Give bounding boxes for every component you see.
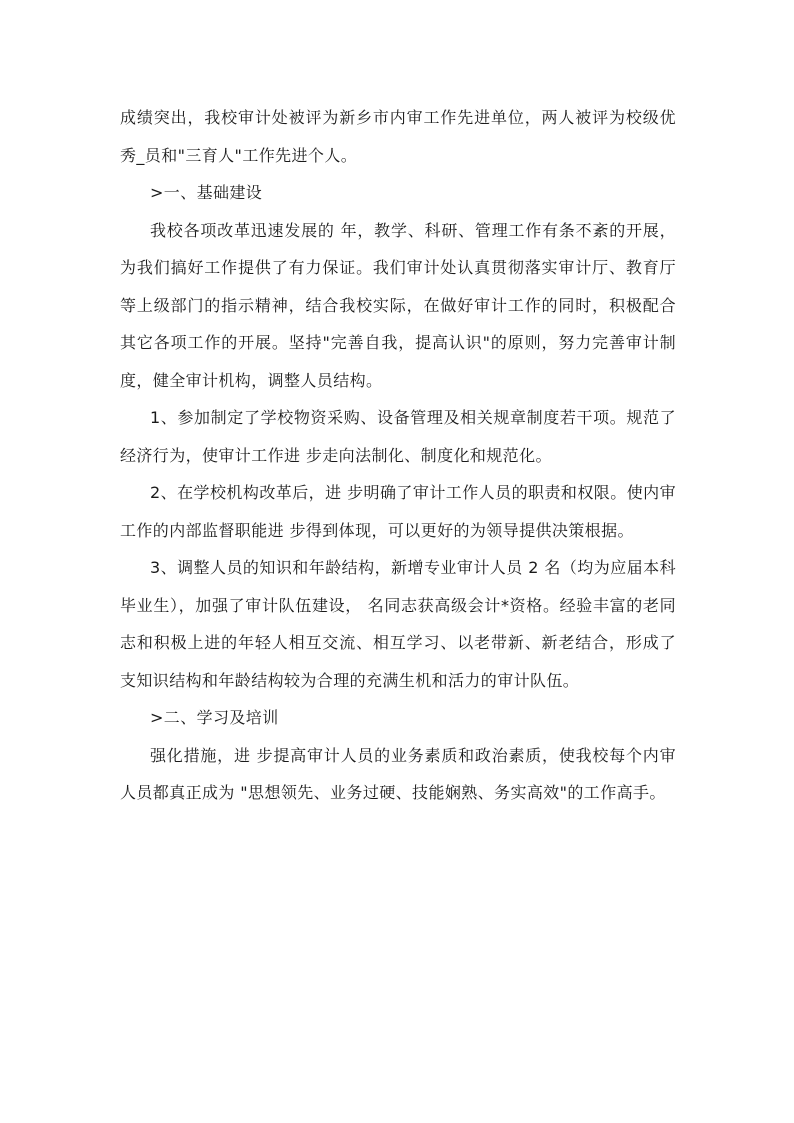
- paragraph-item-3: 3、调整人员的知识和年龄结构，新增专业审计人员 2 名（均为应届本科毕业生），加强了审计队伍建设， 名同志获高级会计*资格。经验丰富的老同志和积极上进的年轻人相互交流、相互学习、以老带新、新老结合，形成了 支知识结构和年龄结构较为合理的充满生机和活力的审计队伍。: [120, 558, 676, 690]
- document-body: [120, 99, 676, 812]
- section-heading-basic-construction: >一、基础建设: [150, 183, 263, 202]
- paragraph-training-measures: 强化措施，进 步提高审计人员的业务素质和政治素质，使我校每个内审人员都真正成为 "思想领先、业务过硬、技能娴熟、务实高效"的工作高手。: [120, 745, 676, 802]
- paragraph-reform-overview: 我校各项改革迅速发展的 年，教学、科研、管理工作有条不紊的开展，为我们搞好工作提供了有力保证。我们审计处认真贯彻落实审计厅、教育厅等上级部门的指示精神，结合我校实际，在做好审计工作的同时，积极配合其它各项工作的开展。坚持"完善自我，提高认识"的原则，努力完善审计制度，健全审计机构，调整人员结构。: [120, 220, 676, 390]
- paragraph-item-1: 1、参加制定了学校物资采购、设备管理及相关规章制度若干项。规范了经济行为，使审计工作进 步走向法制化、制度化和规范化。: [120, 408, 676, 465]
- paragraph-item-2: 2、在学校机构改革后，进 步明确了审计工作人员的职责和权限。使内审工作的内部监督职能进 步得到体现，可以更好的为领导提供决策根据。: [120, 483, 676, 540]
- section-heading-study-training: >二、学习及培训: [150, 708, 279, 727]
- paragraph-opening: 成绩突出，我校审计处被评为新乡市内审工作先进单位，两人被评为校级优秀_员和"三育人"工作先进个人。: [120, 108, 676, 165]
